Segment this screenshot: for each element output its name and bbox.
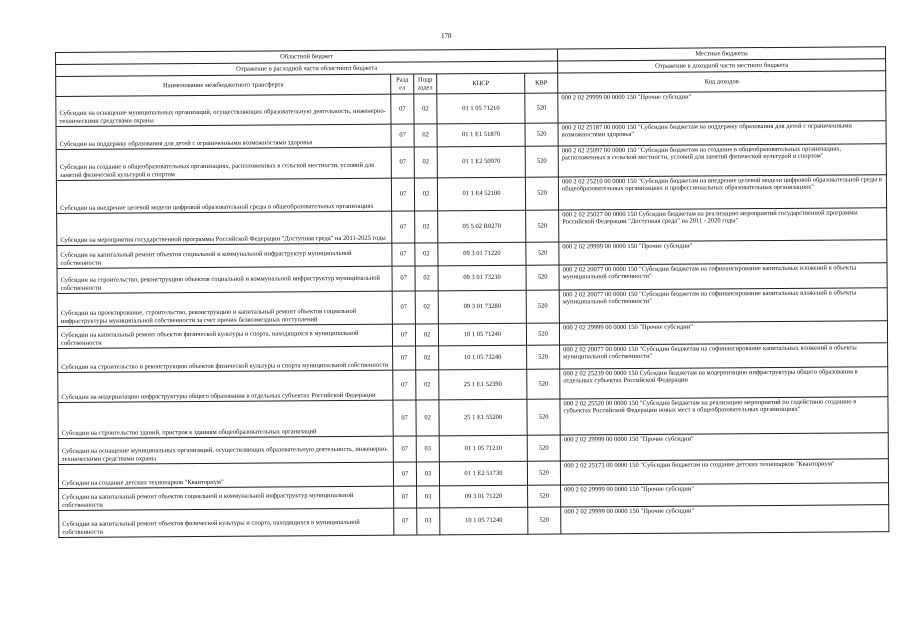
row-subsection: 02: [415, 291, 438, 324]
row-kcsr: 09 3 01 73280: [438, 290, 526, 324]
row-income-code: 000 2 02 25210 00 0000 150 "Субсидии бюджетам на внедрение целевой модели цифровой образовательной среды в общеобразовательных организациях и профессиональных образовательных организациях": [558, 175, 886, 210]
expense-reflection-header: Отражение в расходной части областного бюджета: [56, 61, 558, 77]
row-section: 07: [393, 462, 416, 486]
row-subsection: 02: [415, 324, 438, 346]
row-income-code: 000 2 02 25173 00 0000 150 "Субсидии бюджетам на создание детских технопарков "Кванториум": [560, 459, 888, 485]
row-kvr: 520: [528, 507, 561, 534]
row-name: Субсидии на капитальный ремонт объектов физической культуры и спорта, находящихся в муниципальной собственности: [57, 324, 392, 348]
table-row: [59, 505, 889, 538]
row-subsection: 03: [416, 462, 439, 486]
row-kvr: 520: [527, 399, 560, 435]
row-name: Субсидии на строительство зданий, пристроя к зданиям общеобразовательных организаций: [58, 400, 393, 438]
row-income-code: 000 2 02 29999 00 0000 150 "Прочие субсидии": [559, 240, 887, 265]
row-kcsr: 01 1 E1 51870: [437, 123, 525, 147]
row-kcsr: 09 3 01 73230: [438, 265, 526, 291]
table-body: [56, 47, 889, 538]
row-name: Субсидии на поддержку образования для детей с ограниченными возможностями здоровья: [56, 124, 391, 149]
row-name: Субсидии на капитальный ремонт объектов социальной и коммунальной инфраструктур муниципальной собственности: [59, 486, 394, 510]
row-section: 07: [391, 147, 414, 178]
row-name: Субсидии на оснащение муниципальных организаций, осуществляющих образовательную деятельность, инженерно-техническими средствами охраны: [58, 436, 393, 464]
row-kcsr: 25 1 E1 55200: [439, 399, 527, 436]
row-subsection: 03: [417, 486, 440, 508]
row-subsection: 02: [416, 400, 439, 436]
row-kvr: 520: [526, 323, 559, 345]
col-header-subsection: Подр аздел: [414, 74, 437, 94]
row-section: 07: [393, 436, 416, 462]
budget-table: [55, 46, 889, 538]
row-name: Субсидии на строительство и реконструкцию объектов физической культуры и спорта муниципальной собственности: [58, 346, 393, 372]
row-kcsr: 09 3 01 71220: [440, 485, 528, 508]
page-number: 178: [441, 32, 452, 40]
row-income-code: 000 2 02 29999 00 0000 150 "Прочие субсидии": [560, 433, 888, 461]
row-kvr: 520: [527, 435, 560, 461]
row-kcsr: 10 1 05 73240: [439, 345, 527, 370]
row-subsection: 02: [414, 124, 437, 147]
row-kcsr: 01 1 E2 51730: [439, 461, 527, 486]
row-kvr: 520: [526, 242, 559, 265]
row-name: Субсидии на мероприятия государственной программы Российской Федерации "Доступная среда" на 2011-2025 годы: [57, 211, 392, 245]
row-name: Субсидии на внедрение целевой модели цифровой образовательной среды в общеобразовательных организациях: [56, 178, 391, 213]
table-row: [58, 397, 888, 439]
row-name: Субсидии на оснащение муниципальных организаций, осуществляющих образовательную деятельность, инженерно-техническими средствами охраны: [56, 94, 391, 126]
row-subsection: 02: [416, 346, 439, 370]
row-kvr: 520: [527, 369, 560, 399]
col-header-kvr: КВР: [525, 73, 558, 93]
row-kcsr: 01 1 E4 52100: [437, 177, 525, 211]
row-kvr: 520: [526, 210, 559, 242]
row-income-code: 000 2 02 25097 00 0000 150 "Субсидии бюджетам на создание в общеобразовательных организациях, расположенных в сельской местности, условий для занятий физической культурой и спортом": [558, 144, 886, 177]
row-kvr: 520: [525, 177, 558, 210]
row-section: 07: [393, 400, 416, 436]
row-subsection: 02: [415, 266, 438, 291]
row-income-code: 000 2 02 25027 00 0000 150 Субсидии бюджетам на реализацию мероприятий государственной программы Российской Федерации "Доступная среда" на 2011 - 2020 годы": [559, 208, 887, 242]
local-budgets-header: Местные бюджеты: [558, 47, 886, 61]
row-subsection: 02: [415, 211, 438, 243]
row-income-code: 000 2 02 20077 00 0000 150 "Субсидии бюджетам на софинансирование капитальных вложений в объекты муниципальной собственности": [559, 288, 887, 323]
row-subsection: 02: [414, 178, 437, 211]
row-income-code: 000 2 02 29999 00 0000 150 "Прочие субсидии": [559, 321, 887, 345]
col-header-name: Наименование межбюджетного трансферта: [56, 74, 391, 96]
row-name: Субсидии на проектирование, строительство, реконструкцию и капитальный ремонт объектов социальной инфраструктуры муниципальной собственности за счет прочих безвозмездных поступлений: [57, 291, 392, 326]
row-kcsr: 10 1 05 71240: [438, 323, 526, 346]
row-income-code: 000 2 02 25239 00 0000 150 Субсидии бюджетам на модернизацию инфраструктуры общего образования в отдельных субъектах Российской Федерации: [560, 367, 888, 399]
row-section: 07: [393, 346, 416, 370]
row-kvr: 520: [526, 290, 559, 323]
row-kcsr: 01 1 05 71210: [437, 93, 525, 124]
row-kcsr: 25 1 E1 52390: [439, 369, 527, 400]
row-kvr: 520: [528, 485, 561, 507]
row-income-code: 000 2 02 25187 00 0000 150 "Субсидии бюджетам на поддержку образования для детей с ограниченными возможностями здоровья": [558, 121, 886, 146]
col-header-kcsr: КЦСР: [437, 73, 525, 94]
row-name: Субсидии на капитальный ремонт объектов социальной и коммунальной инфраструктур муниципальной собственности: [57, 243, 392, 268]
row-section: 07: [392, 291, 415, 324]
row-subsection: 02: [416, 370, 439, 400]
row-kcsr: 10 1 05 71240: [440, 507, 528, 535]
row-kvr: 520: [527, 345, 560, 369]
row-kcsr: 09 3 01 71220: [438, 242, 526, 266]
col-header-section: Разд ел: [391, 74, 414, 94]
row-kvr: 520: [525, 146, 558, 177]
row-section: 07: [394, 486, 417, 508]
row-kcsr: 05 5 02 R0270: [438, 210, 526, 243]
row-kvr: 520: [525, 123, 558, 146]
row-subsection: 03: [417, 508, 440, 535]
row-section: 07: [394, 508, 417, 535]
row-name: Субсидии на создание в общеобразовательных организациях, расположенных в сельской местности, условий для занятий физической культурой и спортом: [56, 147, 391, 180]
row-subsection: 02: [415, 243, 438, 266]
row-section: 07: [391, 94, 414, 124]
row-section: 07: [392, 324, 415, 346]
row-income-code: 000 2 02 29999 00 0000 150 "Прочие субсидии": [561, 505, 889, 534]
row-subsection: 03: [416, 436, 439, 462]
row-section: 07: [393, 370, 416, 400]
row-income-code: 000 2 02 20077 00 0000 150 "Субсидии бюджетам на софинансирование капитальных вложений в объекты муниципальной собственности": [559, 263, 887, 290]
row-kvr: 520: [527, 461, 560, 485]
row-income-code: 000 2 02 25520 00 0000 150 "Субсидии бюджетам на реализацию мероприятий по содействию созданию в субъектах Российской Федерации новых мест в общеобразовательных организациях": [560, 397, 888, 435]
row-name: Субсидии на модернизацию инфраструктуры общего образования в отдельных субъектах Российской Федерации: [58, 370, 393, 402]
row-name: Субсидии на капитальный ремонт объектов физической культуры и спорта, находящихся в муниципальной собственности: [59, 508, 394, 537]
row-subsection: 02: [414, 94, 437, 124]
row-subsection: 02: [414, 147, 437, 178]
regional-budget-header: Областной бюджет: [56, 49, 558, 65]
row-section: 07: [392, 243, 415, 266]
row-section: 07: [392, 266, 415, 291]
row-section: 07: [391, 124, 414, 147]
row-kcsr: 01 1 E2 50970: [437, 146, 525, 178]
row-name: Субсидии на создание детских технопарков "Кванториум": [58, 462, 393, 488]
row-kvr: 520: [526, 265, 559, 290]
row-section: 07: [392, 211, 415, 243]
row-section: 07: [391, 178, 414, 211]
row-income-code: 000 2 02 20077 00 0000 150 "Субсидии бюджетам на софинансирование капитальных вложений в объекты муниципальной собственности": [560, 343, 888, 369]
row-name: Субсидии на строительство, реконструкцию объектов социальной и коммунальной инфраструктур муниципальной собственности: [57, 266, 392, 293]
row-kvr: 520: [525, 93, 558, 123]
row-income-code: 000 2 02 29999 00 0000 150 "Прочие субсидии": [558, 91, 886, 123]
col-header-income-code: Код доходов: [558, 71, 886, 93]
row-income-code: 000 2 02 29999 00 0000 150 "Прочие субсидии": [561, 483, 889, 507]
income-reflection-header: Отражение в доходной части местного бюджета: [558, 59, 886, 73]
row-kcsr: 01 1 05 71210: [439, 435, 527, 462]
